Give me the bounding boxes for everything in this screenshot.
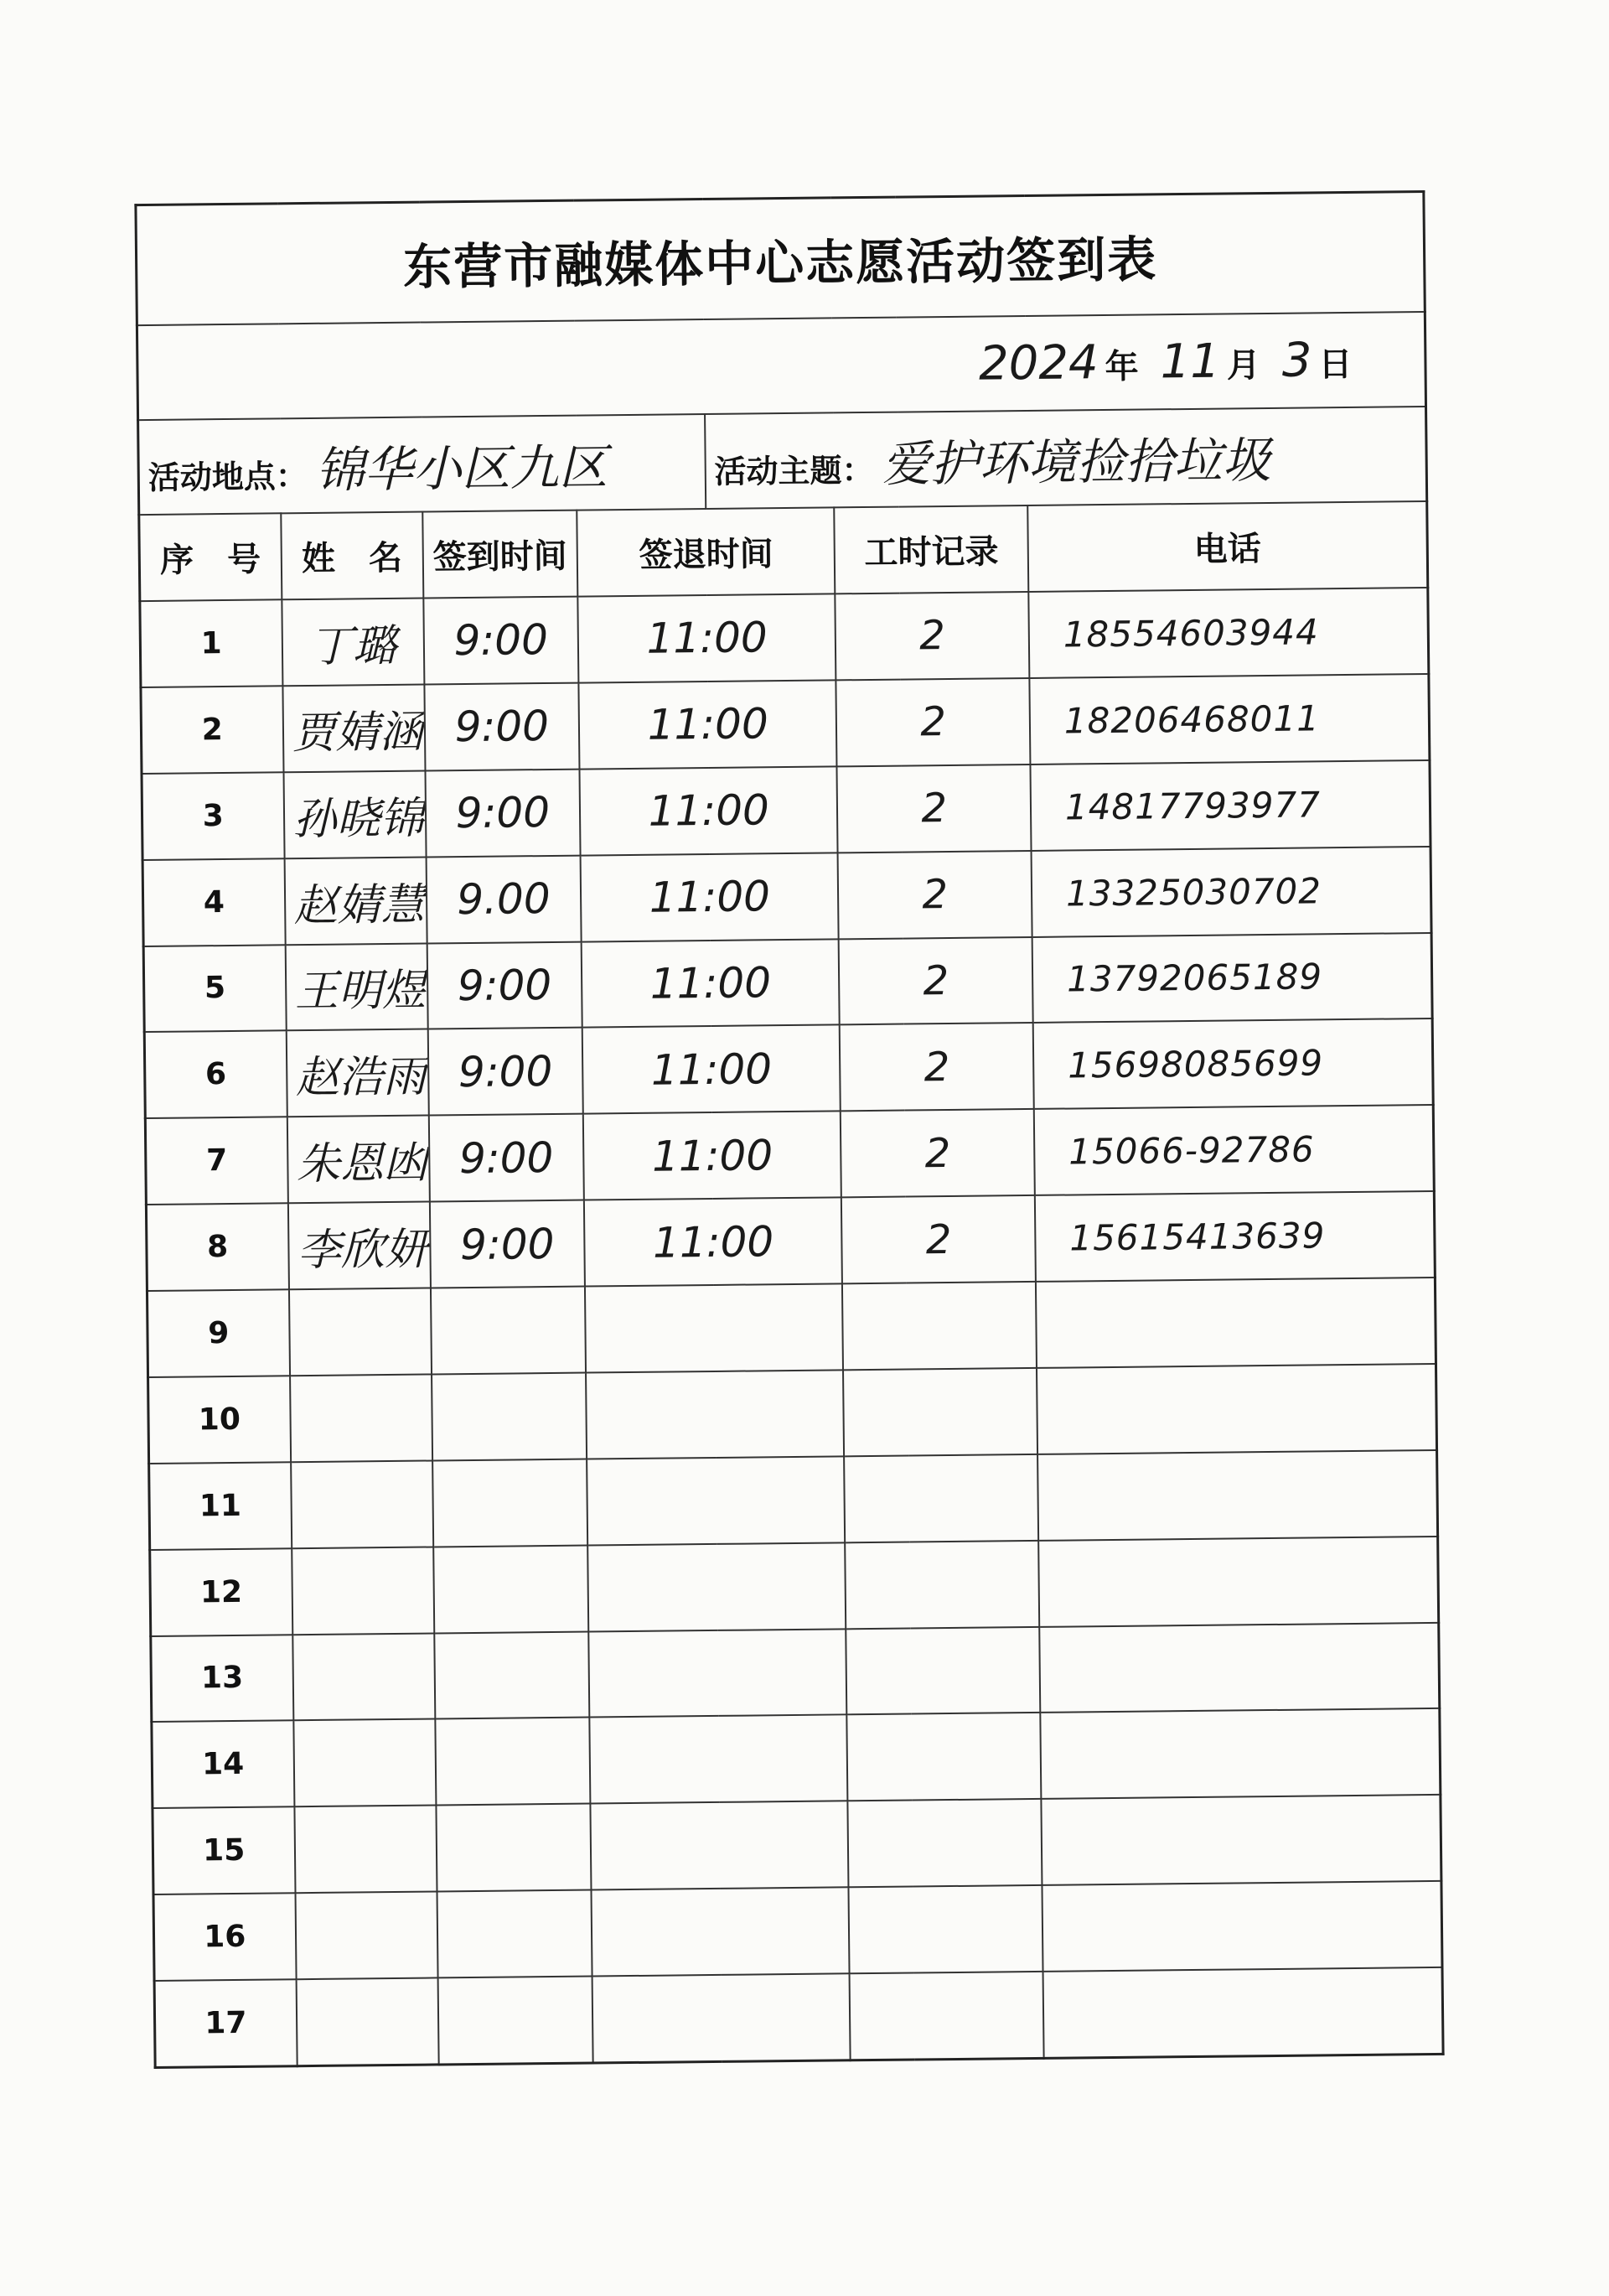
date-row [137,312,1425,420]
sign-out-time: 11:00 [583,1112,841,1200]
row-number: 9 [147,1289,289,1377]
work-hours: 2 [840,1023,1034,1111]
sign-out-time [590,1801,848,1890]
form-title: 东营市融媒体中心志愿活动签到表 [136,192,1425,326]
work-hours [846,1541,1040,1629]
location-label: 活动地点： [147,457,308,496]
work-hours: 2 [836,678,1031,766]
row-number: 15 [153,1807,295,1895]
sign-out-time [592,1887,850,1976]
sign-in-time [432,1459,588,1547]
date-month-unit: 月 [1226,346,1261,386]
phone-number [1038,1537,1439,1627]
phone-number [1036,1278,1436,1368]
work-hours: 2 [836,592,1030,680]
column-header-sign-in: 签到时间 [422,511,578,599]
column-header-sign-out: 签退时间 [577,508,835,597]
row-number: 13 [151,1635,293,1723]
row-number: 8 [146,1203,288,1291]
sign-out-time: 11:00 [578,680,836,769]
phone-number [1039,1622,1440,1713]
table-row [147,1278,1436,1377]
table-row [140,588,1429,687]
row-number: 7 [145,1117,287,1205]
sign-out-time [587,1542,846,1631]
work-hours [843,1368,1037,1456]
phone-number: 15066-92786 [1034,1105,1435,1195]
sign-in-time [437,1890,592,1978]
sign-out-time: 11:00 [582,939,840,1028]
table-row [150,1537,1439,1636]
volunteer-name [295,1892,437,1980]
work-hours [850,1972,1044,2060]
volunteer-name: 朱恩凼 [287,1116,429,1204]
row-number: 6 [144,1031,287,1119]
phone-number: 13325030702 [1031,847,1431,937]
sign-in-time [432,1372,587,1460]
row-number: 2 [141,686,283,774]
phone-number [1037,1364,1437,1454]
row-number: 11 [149,1462,292,1550]
sign-in-time [437,1977,593,2065]
volunteer-name [293,1719,436,1807]
sign-in-time: 9:00 [423,597,579,685]
sign-in-time [435,1718,591,1806]
column-header-phone: 电话 [1027,501,1428,592]
column-header-name: 姓 名 [281,512,423,600]
table-row [145,1105,1434,1205]
row-number: 3 [142,772,284,860]
table-row [154,1967,1443,2068]
sign-out-time: 11:00 [577,593,836,682]
sign-in-time: 9.00 [426,855,582,943]
sign-in-time: 9:00 [427,1028,583,1116]
volunteer-name [290,1374,432,1462]
date-day: 3 [1281,333,1312,388]
sign-in-table [134,190,1444,2069]
volunteer-name: 赵浩雨 [286,1029,428,1117]
row-number: 12 [150,1548,292,1636]
table-row [146,1191,1435,1291]
table-row [149,1450,1438,1550]
location-cell [138,414,706,515]
sign-in-sheet [134,190,1444,2069]
column-header-hours: 工时记录 [835,505,1029,593]
sign-out-time: 11:00 [582,1025,841,1114]
sign-in-time [431,1287,587,1375]
theme-cell [705,407,1427,509]
theme-label: 活动主题： [714,451,874,490]
phone-number [1037,1450,1438,1541]
volunteer-name: 丁璐 [282,599,424,687]
table-row [141,674,1430,774]
work-hours: 2 [839,936,1033,1024]
phone-number [1042,1881,1442,1972]
sign-out-time [588,1629,846,1718]
sign-in-time: 9:00 [427,941,582,1029]
table-row [144,1018,1433,1118]
volunteer-name: 李欣妍 [287,1202,430,1290]
row-number: 17 [154,1979,297,2067]
volunteer-name [292,1633,435,1721]
date-year: 2024 [978,335,1099,391]
volunteer-name [292,1547,434,1635]
theme-value: 爱护环境捡拾垃圾 [882,431,1271,493]
sign-in-time [436,1804,592,1892]
sign-in-time: 9:00 [425,769,581,857]
volunteer-name: 王明煜 [285,943,427,1031]
volunteer-name: 贾婧涵 [282,684,425,772]
table-row [152,1708,1441,1808]
row-number: 10 [148,1376,291,1464]
table-row [148,1364,1437,1464]
table-row [142,760,1431,860]
phone-number: 18554603944 [1028,588,1429,678]
sign-out-time [586,1370,844,1459]
row-number: 16 [153,1893,296,1981]
work-hours [849,1885,1043,1973]
sign-in-time [433,1545,589,1633]
volunteer-name [291,1460,433,1548]
phone-number [1041,1795,1441,1885]
work-hours: 2 [837,764,1032,853]
sign-in-time: 9:00 [424,683,580,771]
table-row [143,932,1432,1032]
phone-number: 18206468011 [1029,674,1430,764]
phone-number: 13792065189 [1032,932,1433,1023]
phone-number: 15698085699 [1033,1018,1434,1109]
volunteer-name [289,1288,432,1376]
sign-out-time [587,1456,845,1545]
work-hours: 2 [838,851,1032,939]
table-row [153,1795,1441,1894]
sign-in-time: 9:00 [430,1200,586,1288]
volunteer-name: 孙晓锦 [283,770,426,858]
table-row [153,1881,1442,1981]
sign-out-time: 11:00 [581,853,839,941]
phone-number: 15615413639 [1035,1191,1436,1282]
sign-out-time [585,1283,843,1372]
date-month: 11 [1160,334,1221,390]
table-row [151,1622,1440,1722]
date-year-unit: 年 [1105,347,1139,387]
volunteer-name [296,1977,438,2065]
row-number: 4 [142,858,285,946]
work-hours [842,1282,1037,1370]
work-hours [845,1454,1039,1542]
work-hours [846,1626,1041,1714]
row-number: 1 [140,599,282,687]
date-day-unit: 日 [1318,345,1353,385]
sign-out-time [589,1715,847,1804]
column-header-no: 序 号 [139,513,282,601]
phone-number: 14817793977 [1030,760,1431,851]
row-number: 5 [143,945,286,1033]
work-hours: 2 [841,1109,1035,1197]
table-header [139,501,1428,601]
phone-number [1043,1967,1444,2058]
table-row [142,847,1431,946]
work-hours [848,1799,1042,1887]
row-number: 14 [152,1721,294,1809]
sign-in-time: 9:00 [428,1114,584,1202]
sign-out-time [592,1973,851,2063]
volunteer-name [294,1806,437,1894]
volunteer-name: 赵婧慧 [284,857,427,945]
work-hours: 2 [841,1195,1036,1283]
sign-out-time: 11:00 [584,1198,842,1287]
sign-out-time: 11:00 [580,766,838,855]
phone-number [1040,1708,1441,1799]
sign-in-time [434,1631,590,1719]
work-hours [847,1713,1042,1801]
location-value: 锦华小区九区 [315,438,608,499]
